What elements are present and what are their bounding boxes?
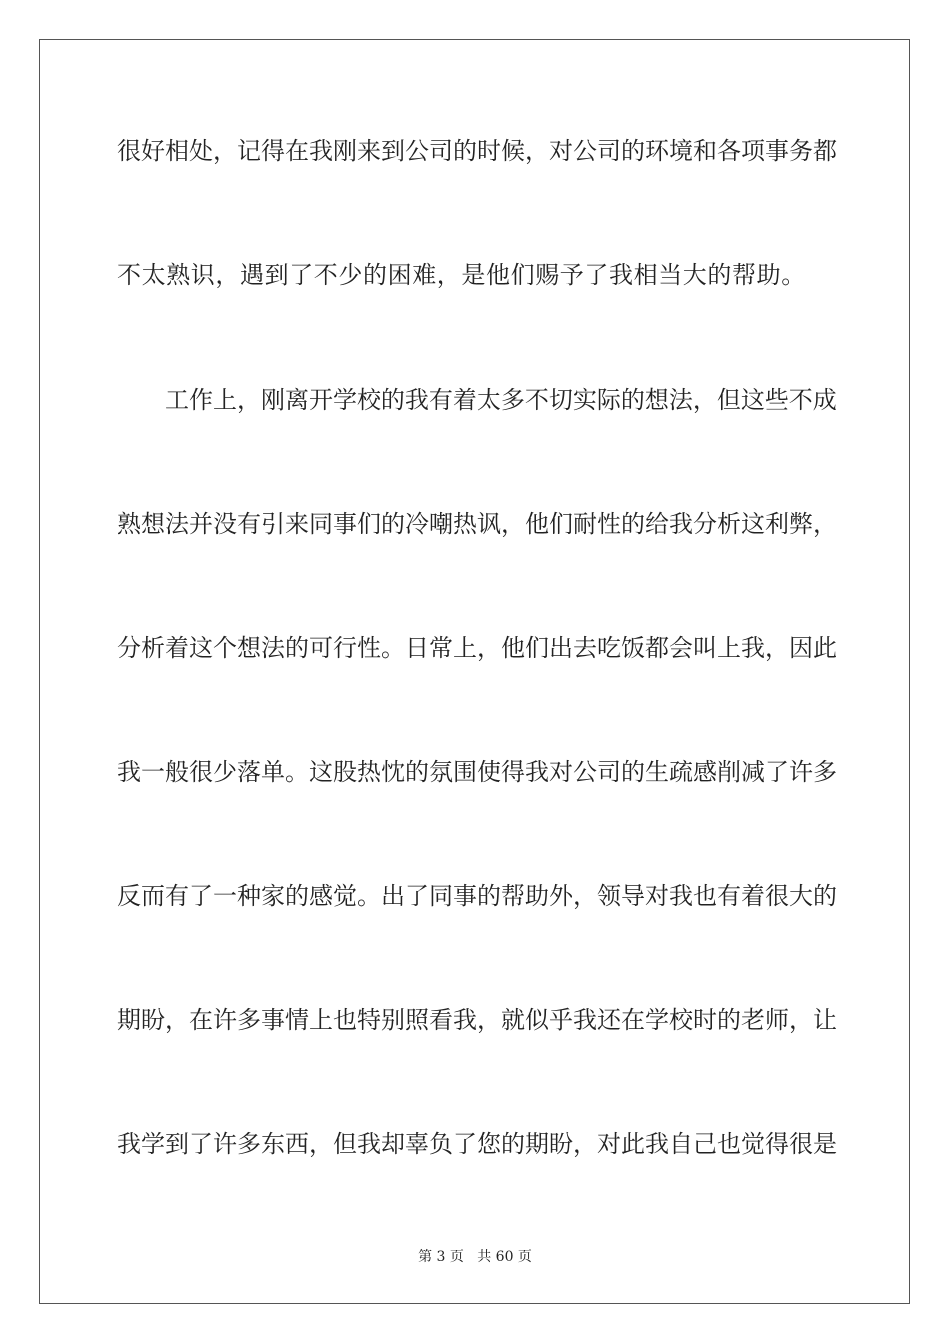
page-border — [39, 39, 910, 1304]
text-line: 分析着这个想法的可行性。日常上，他们出去吃饭都会叫上我，因此 — [117, 634, 837, 662]
text-line: 期盼，在许多事情上也特别照看我，就似乎我还在学校时的老师，让 — [117, 1006, 837, 1034]
text-line: 不太熟识，遇到了不少的困难，是他们赐予了我相当大的帮助。 — [117, 261, 806, 289]
text-line: 我一般很少落单。这股热忱的氛围使得我对公司的生疏感削减了许多 — [117, 758, 837, 786]
text-line: 熟想法并没有引来同事们的冷嘲热讽，他们耐性的给我分析这利弊， — [117, 510, 837, 538]
page-number-footer: 第 3 页 共 60 页 — [418, 1249, 532, 1265]
text-line: 很好相处，记得在我刚来到公司的时候，对公司的环境和各项事务都 — [117, 137, 837, 165]
text-line: 我学到了许多东西，但我却辜负了您的期盼，对此我自己也觉得很是 — [117, 1130, 837, 1158]
paragraph-first-line: 工作上，刚离开学校的我有着太多不切实际的想法，但这些不成 — [165, 386, 837, 414]
text-line: 反而有了一种家的感觉。出了同事的帮助外，领导对我也有着很大的 — [117, 882, 837, 910]
